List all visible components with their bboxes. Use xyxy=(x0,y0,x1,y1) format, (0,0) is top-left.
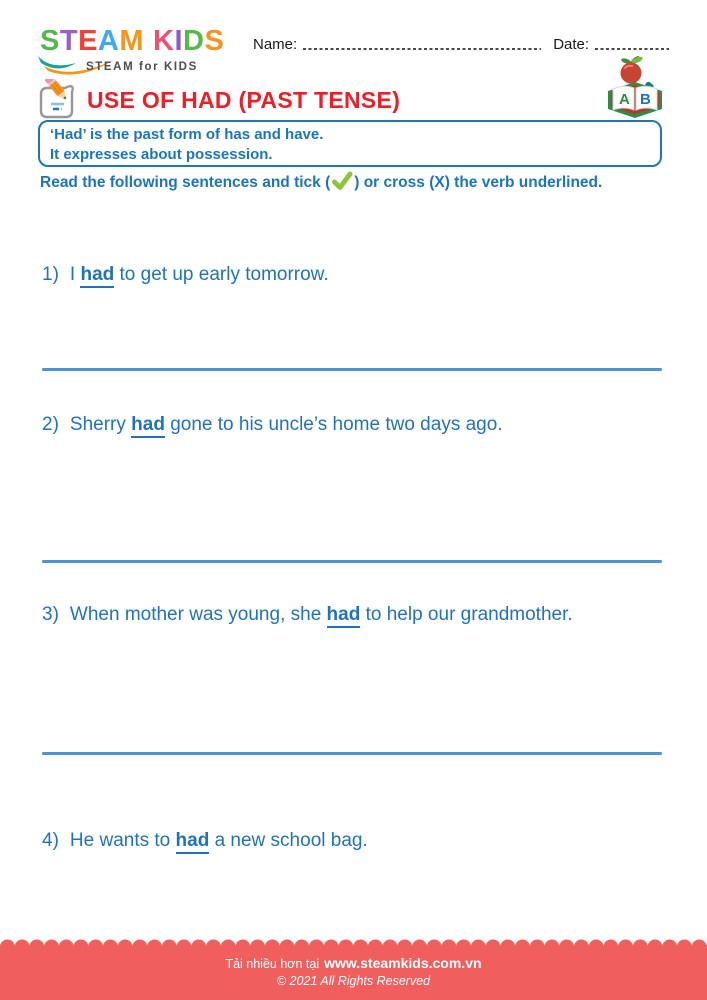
instruction-part3: ) the verb underlined. xyxy=(444,174,603,191)
question-4-text xyxy=(70,830,368,854)
logo-letter: D xyxy=(183,25,205,57)
date-fill-line[interactable] xyxy=(595,48,669,50)
logo-letter: M xyxy=(119,25,145,57)
question-4 xyxy=(42,830,672,852)
question-3-post: to help our grandmother. xyxy=(360,604,573,625)
question-2-pre: Sherry xyxy=(69,414,132,435)
instruction-text xyxy=(40,171,602,195)
svg-text:B: B xyxy=(640,91,651,108)
logo-letter: K xyxy=(153,25,175,57)
question-1-number: 1) xyxy=(42,264,59,285)
answer-line-3[interactable] xyxy=(42,752,662,755)
definition-line-2: It expresses about possession. xyxy=(50,146,273,163)
steam-kids-logo xyxy=(40,25,250,73)
book-apple-pencil-icon xyxy=(606,55,666,123)
pencil-paper-icon xyxy=(35,79,81,121)
question-2-number: 2) xyxy=(42,414,59,435)
instruction-part2: ) or cross ( xyxy=(354,174,435,191)
question-3-number: 3) xyxy=(42,604,59,625)
page-title: USE OF HAD (PAST TENSE) xyxy=(87,86,401,113)
definition-box xyxy=(38,120,662,167)
question-4-post: a new school bag. xyxy=(209,830,368,851)
green-check-icon xyxy=(331,171,353,191)
question-3 xyxy=(42,604,672,626)
logo-letter: A xyxy=(97,25,120,57)
answer-line-1[interactable] xyxy=(42,368,662,371)
logo-letter: S xyxy=(204,25,225,57)
footer-website-url[interactable]: www.steamkids.com.vn xyxy=(324,955,482,971)
question-4-number: 4) xyxy=(42,830,59,851)
question-2-text xyxy=(70,414,503,438)
svg-text:A: A xyxy=(619,91,630,108)
name-label: Name: xyxy=(253,36,298,53)
question-2-post: gone to his uncle’s home two days ago. xyxy=(164,414,503,435)
question-1 xyxy=(42,264,672,286)
question-1-text xyxy=(70,264,329,288)
question-1-post: to get up early tomorrow. xyxy=(114,264,329,285)
logo-tagline: STEAM for KIDS xyxy=(86,61,198,73)
name-fill-line[interactable] xyxy=(303,48,541,50)
name-date-row xyxy=(253,36,673,54)
footer-more-text: Tải nhiều hơn tại xyxy=(225,957,320,971)
logo-wordmark xyxy=(40,27,250,56)
date-label: Date: xyxy=(553,36,590,53)
title-row xyxy=(35,79,400,121)
question-3-verb[interactable]: had xyxy=(327,604,361,628)
instruction-cross-x: X xyxy=(434,174,445,191)
footer-band xyxy=(0,946,707,1000)
logo-letter: T xyxy=(59,25,79,57)
question-4-pre: He wants to xyxy=(69,830,176,851)
footer-download-line xyxy=(0,955,707,971)
instruction-part1: Read the following sentences and tick ( xyxy=(40,174,331,191)
logo-letter: I xyxy=(174,25,184,57)
definition-line-1: ‘Had’ is the past form of has and have. xyxy=(50,126,324,143)
question-2-verb[interactable]: had xyxy=(131,414,165,438)
question-4-verb[interactable]: had xyxy=(176,830,210,854)
footer-scallop-edge xyxy=(0,938,707,947)
footer-copyright: © 2021 All Rights Reserved xyxy=(276,974,431,988)
logo-letter: S xyxy=(40,25,60,57)
answer-line-2[interactable] xyxy=(42,560,662,563)
question-3-text xyxy=(70,604,573,628)
question-3-pre: When mother was young, she xyxy=(69,604,327,625)
question-1-verb[interactable]: had xyxy=(80,264,114,288)
logo-letter: E xyxy=(78,25,98,57)
question-1-pre: I xyxy=(69,264,81,285)
question-2 xyxy=(42,414,672,436)
